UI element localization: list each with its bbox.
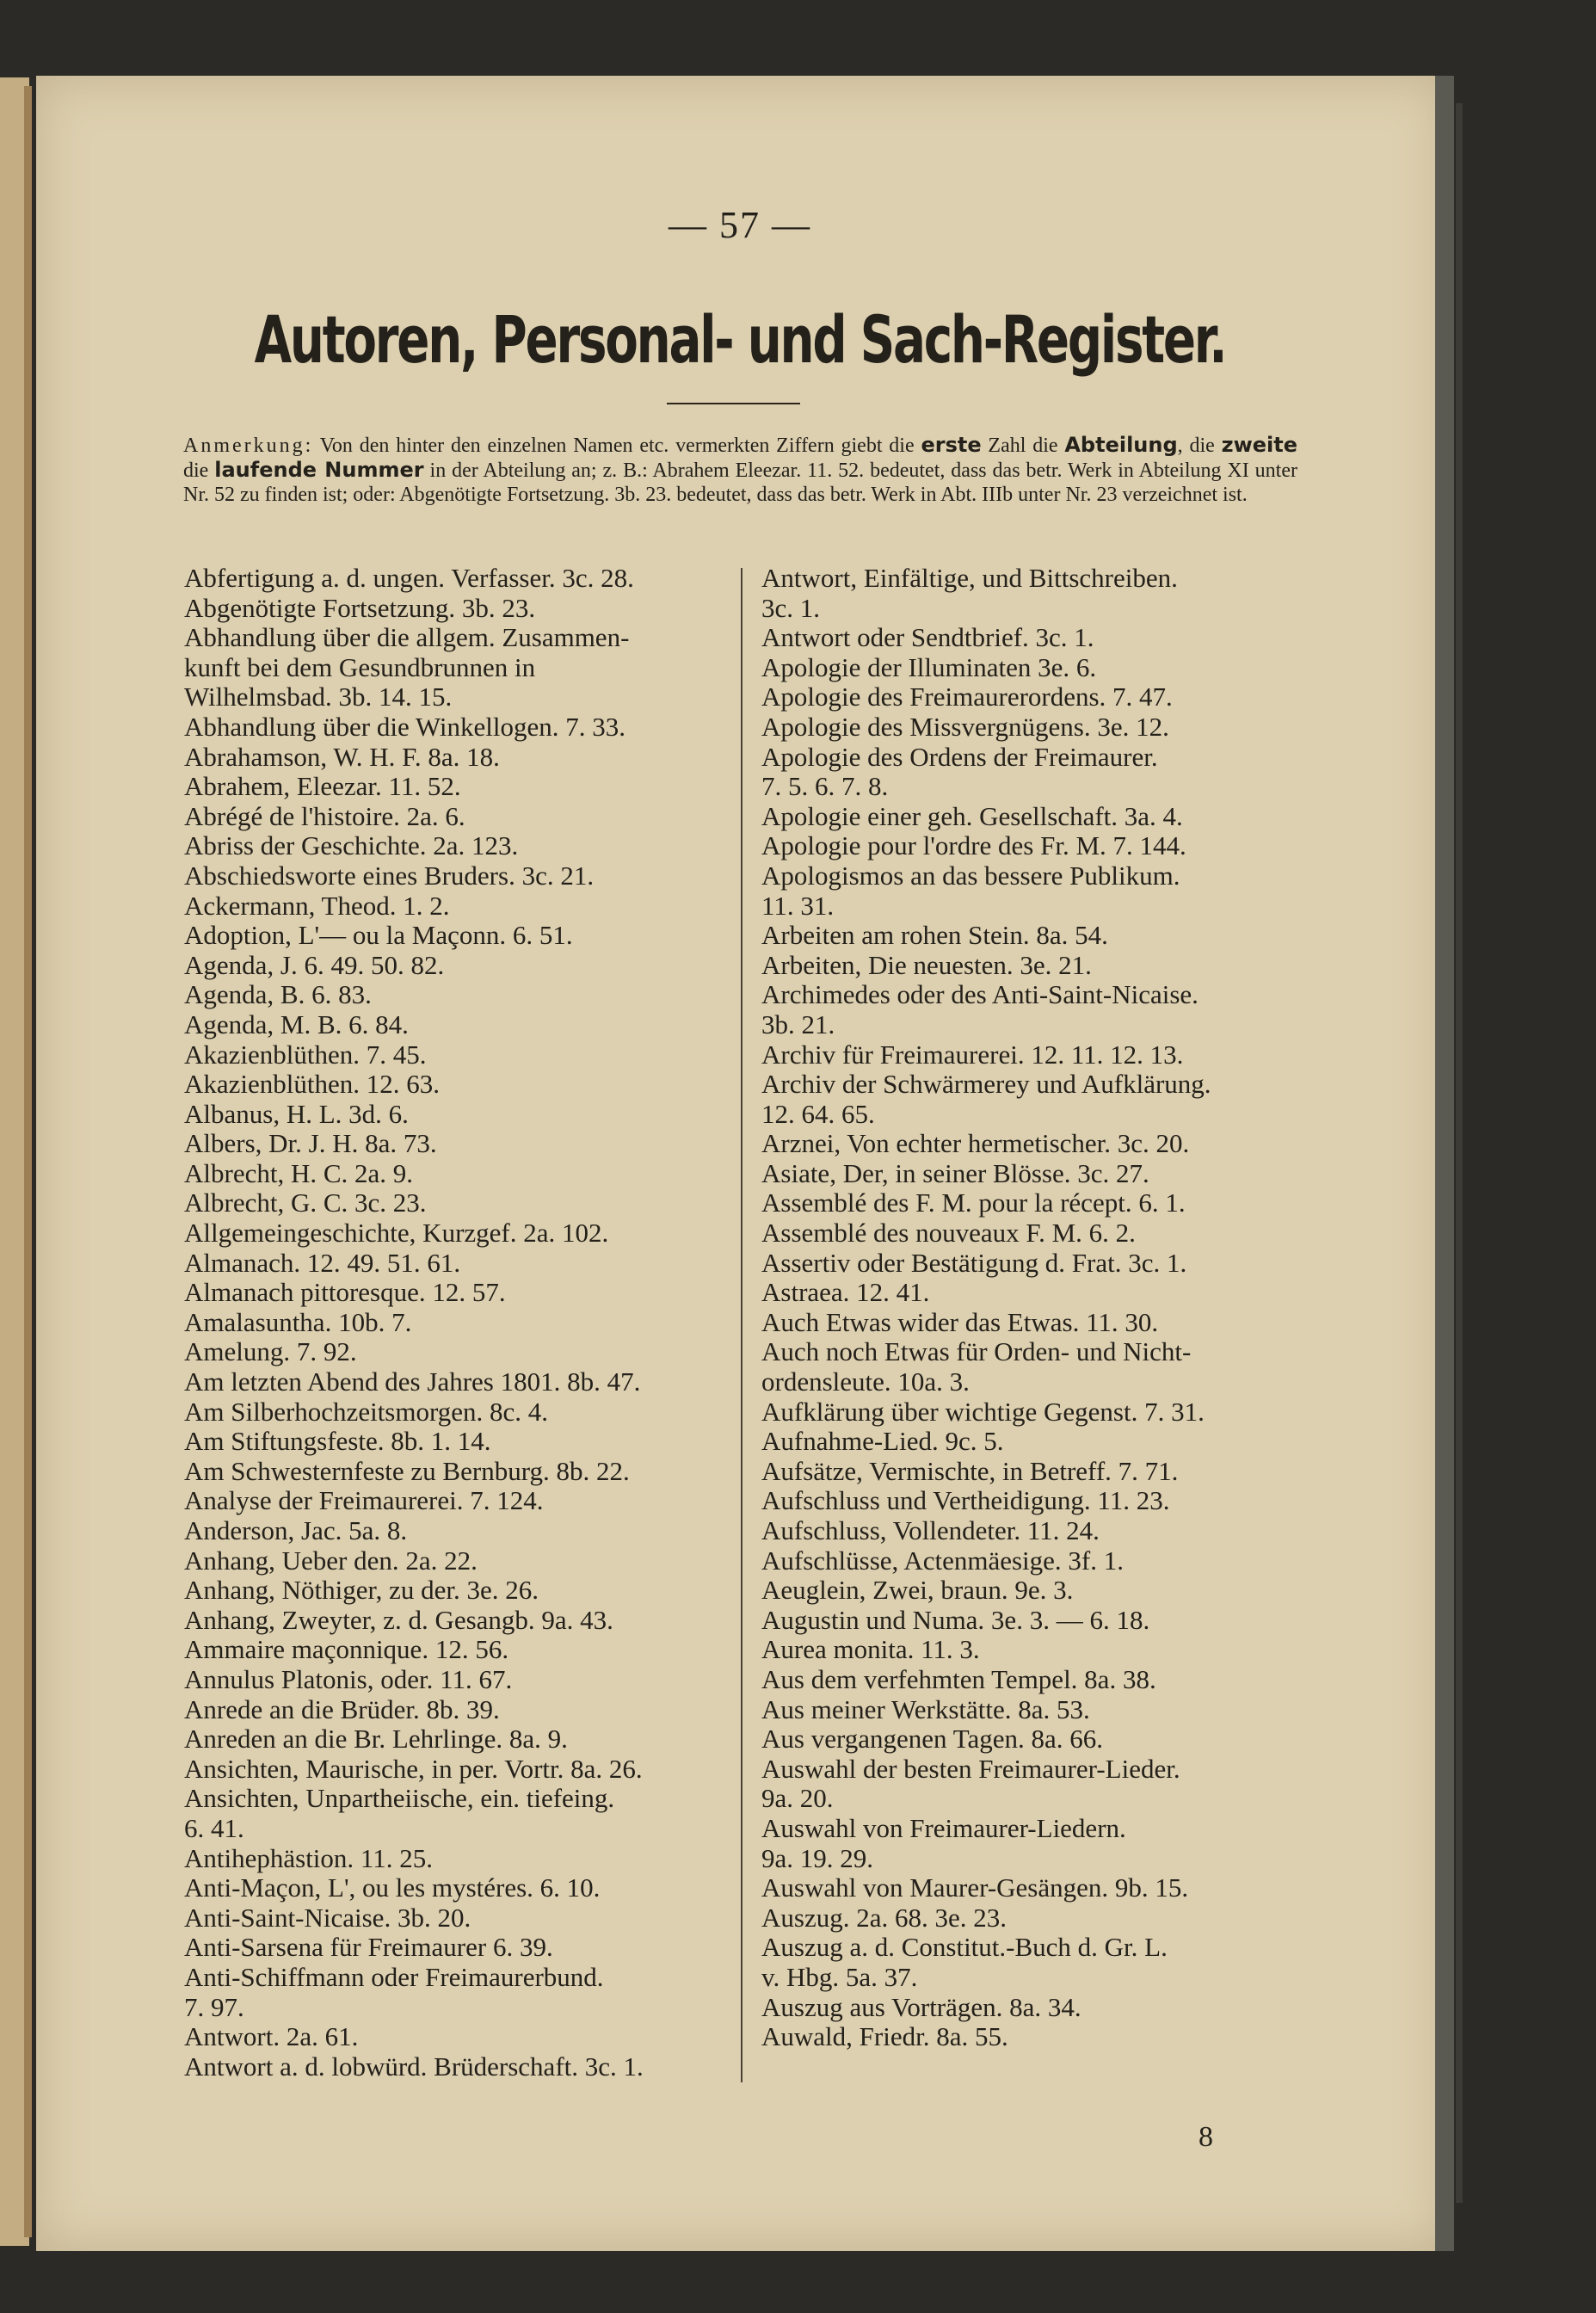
index-entry-text: Apologie der Illuminaten 3e. 6. xyxy=(761,651,1097,682)
index-entry xyxy=(184,831,721,861)
index-entry xyxy=(184,1218,721,1249)
index-entry-text: Apologie des Freimaurerordens. 7. 47. xyxy=(761,682,1173,712)
index-column-right xyxy=(761,564,1299,2052)
index-entry-text: Albers, Dr. J. H. 8a. 73. xyxy=(184,1128,437,1159)
index-entry-text: Ammaire maçonnique. 12. 56. xyxy=(184,1634,509,1665)
index-entry xyxy=(184,1427,721,1457)
index-entry-text: Aufnahme-Lied. 9c. 5. xyxy=(761,1426,1004,1457)
index-entry xyxy=(184,1665,721,1695)
index-entry xyxy=(761,861,1299,921)
index-entry-text: Aufklärung über wichtige Gegenst. 7. 31. xyxy=(761,1396,1205,1427)
index-entry xyxy=(184,951,721,981)
index-entry xyxy=(184,1933,721,1963)
index-entry xyxy=(184,1308,721,1338)
index-entry xyxy=(184,1249,721,1279)
index-column-left xyxy=(184,564,721,2082)
index-entry xyxy=(761,564,1299,623)
index-entry xyxy=(184,743,721,773)
index-entry xyxy=(761,1635,1299,1665)
index-entry-continuation: 6. 41. xyxy=(184,1812,244,1843)
index-entry xyxy=(184,802,721,832)
index-entry xyxy=(184,1129,721,1159)
index-entry xyxy=(184,921,721,951)
index-entry-text: Asiate, Der, in seiner Blösse. 3c. 27. xyxy=(761,1157,1149,1188)
index-entry-continuation: 7. 5. 6. 7. 8. xyxy=(761,771,889,802)
index-entry-text: Aus meiner Werkstätte. 8a. 53. xyxy=(761,1693,1090,1724)
index-entry xyxy=(761,1337,1299,1397)
index-entry-continuation: 9a. 20. xyxy=(761,1783,834,1814)
index-entry-continuation: kunft bei dem Gesundbrunnen in xyxy=(184,651,536,682)
index-entry xyxy=(184,1457,721,1487)
index-entry xyxy=(184,861,721,891)
index-entry xyxy=(761,1755,1299,1814)
index-entry xyxy=(761,1695,1299,1725)
note-text: in der Abteilung an; z. B.: Abrahem Eleezar. 11. 52. bedeutet, dass das betr. Werk in Abteilung XI unter Nr. 52 zu finden ist; oder: Abgenötigte Fortsetzung. 3b. 23. bedeutet, dass das betr. Werk in Abt. IIIb unter Nr. 23 verzeichnet ist. xyxy=(183,460,1297,506)
index-entry xyxy=(761,623,1299,653)
index-entry xyxy=(761,1873,1299,1903)
index-entry-text: Abrégé de l'histoire. 2a. 6. xyxy=(184,800,465,831)
index-entry xyxy=(761,1814,1299,1873)
index-entry xyxy=(184,1337,721,1367)
index-entry-continuation: 11. 31. xyxy=(761,890,835,921)
index-entry-continuation: ordensleute. 10a. 3. xyxy=(761,1366,970,1397)
index-entry xyxy=(184,1695,721,1725)
index-entry-text: Antihephästion. 11. 25. xyxy=(184,1842,434,1873)
index-entry xyxy=(761,951,1299,981)
index-entry-text: Analyse der Freimaurerei. 7. 124. xyxy=(184,1485,544,1516)
index-entry-text: Am Schwesternfeste zu Bernburg. 8b. 22. xyxy=(184,1455,630,1486)
note-emphasis: zweite xyxy=(1221,433,1298,457)
index-entry-text: Akazienblüthen. 12. 63. xyxy=(184,1069,441,1100)
title-rule xyxy=(667,403,800,404)
index-entry-text: Apologie einer geh. Gesellschaft. 3a. 4. xyxy=(761,800,1183,831)
note-text: Zahl die xyxy=(981,435,1065,457)
index-entry-text: Almanach. 12. 49. 51. 61. xyxy=(184,1247,461,1278)
index-entry-text: Abhandlung über die allgem. Zusammen- xyxy=(184,622,630,653)
index-entry-text: Arbeiten am rohen Stein. 8a. 54. xyxy=(761,920,1108,951)
index-entry-text: Akazienblüthen. 7. 45. xyxy=(184,1039,427,1070)
index-entry xyxy=(184,1278,721,1308)
index-entry xyxy=(184,712,721,743)
index-entry xyxy=(761,980,1299,1039)
index-entry-continuation: 7. 97. xyxy=(184,1991,244,2022)
index-entry xyxy=(761,1188,1299,1218)
index-entry-text: Auszug. 2a. 68. 3e. 23. xyxy=(761,1902,1007,1933)
index-entry xyxy=(761,921,1299,951)
index-entry-text: Anti-Schiffmann oder Freimaurerbund. xyxy=(184,1961,604,1992)
index-entry-continuation: 9a. 19. 29. xyxy=(761,1842,874,1873)
index-entry-text: Agenda, M. B. 6. 84. xyxy=(184,1008,409,1039)
index-entry xyxy=(761,1457,1299,1487)
index-entry-text: Aufschluss, Vollendeter. 11. 24. xyxy=(761,1515,1100,1545)
index-entry-text: Archiv der Schwärmerey und Aufklärung. xyxy=(761,1069,1211,1100)
index-entry-text: Albrecht, H. C. 2a. 9. xyxy=(184,1157,414,1188)
index-entry xyxy=(761,1159,1299,1189)
index-entry-text: Assertiv oder Bestätigung d. Frat. 3c. 1. xyxy=(761,1247,1187,1278)
index-entry-text: Anhang, Zweyter, z. d. Gesangb. 9a. 43. xyxy=(184,1604,613,1635)
index-entry xyxy=(184,1873,721,1903)
column-divider xyxy=(741,568,743,2082)
index-entry-text: Anti-Maçon, L', ou les mystéres. 6. 10. xyxy=(184,1872,601,1903)
index-entry xyxy=(761,1308,1299,1338)
index-entry-text: Annulus Platonis, oder. 11. 67. xyxy=(184,1663,513,1694)
index-entry xyxy=(761,1903,1299,1934)
index-entry-text: Antwort a. d. lobwürd. Brüderschaft. 3c. 1. xyxy=(184,2051,644,2082)
index-entry xyxy=(761,1218,1299,1249)
index-entry xyxy=(184,1486,721,1516)
index-entry xyxy=(184,1040,721,1070)
index-entry xyxy=(184,1397,721,1428)
index-entry-text: Augustin und Numa. 3e. 3. — 6. 18. xyxy=(761,1604,1150,1635)
index-entry xyxy=(761,743,1299,802)
index-entry xyxy=(184,1606,721,1636)
index-entry-text: Almanach pittoresque. 12. 57. xyxy=(184,1277,506,1308)
index-entry-text: Apologie pour l'ordre des Fr. M. 7. 144. xyxy=(761,830,1186,861)
index-entry-text: Ansichten, Unpartheiische, ein. tiefeing. xyxy=(184,1783,615,1814)
index-entry xyxy=(184,1576,721,1606)
index-entry xyxy=(184,980,721,1010)
index-entry xyxy=(761,1278,1299,1308)
index-entry xyxy=(184,1903,721,1934)
index-entry xyxy=(761,1516,1299,1546)
index-entry xyxy=(761,1397,1299,1428)
index-entry-text: Auswahl von Maurer-Gesängen. 9b. 15. xyxy=(761,1872,1189,1903)
index-entry-text: Allgemeingeschichte, Kurzgef. 2a. 102. xyxy=(184,1218,609,1249)
index-entry-text: Auszug aus Vorträgen. 8a. 34. xyxy=(761,1991,1081,2022)
index-entry-text: Abgenötigte Fortsetzung. 3b. 23. xyxy=(184,592,536,623)
index-entry-text: Albanus, H. L. 3d. 6. xyxy=(184,1098,409,1129)
index-entry-text: Abriss der Geschichte. 2a. 123. xyxy=(184,830,519,861)
index-entry-text: Anhang, Ueber den. 2a. 22. xyxy=(184,1545,478,1576)
index-entry xyxy=(184,1963,721,2022)
note-text: Von den hinter den einzelnen Namen etc. vermerkten Ziffern giebt die xyxy=(313,435,921,457)
page-title: Autoren, Personal- und Sach-Register. xyxy=(254,301,1226,378)
index-entry xyxy=(184,1844,721,1874)
index-entry xyxy=(761,682,1299,712)
index-entry-text: Ackermann, Theod. 1. 2. xyxy=(184,890,450,921)
index-entry-text: Anti-Sarsena für Freimaurer 6. 39. xyxy=(184,1932,553,1963)
index-entry-continuation: 3b. 21. xyxy=(761,1008,835,1039)
index-entry xyxy=(184,564,721,594)
index-entry-text: Ansichten, Maurische, in per. Vortr. 8a. 26. xyxy=(184,1753,643,1784)
index-entry-text: Anreden an die Br. Lehrlinge. 8a. 9. xyxy=(184,1724,568,1755)
index-entry-text: Arznei, Von echter hermetischer. 3c. 20. xyxy=(761,1128,1190,1159)
index-entry-text: Auszug a. d. Constitut.-Buch d. Gr. L. xyxy=(761,1932,1168,1963)
index-entry-text: Apologie des Ordens der Freimaurer. xyxy=(761,741,1158,772)
index-entry xyxy=(184,891,721,922)
index-entry-text: Assemblé des nouveaux F. M. 6. 2. xyxy=(761,1218,1136,1249)
index-entry xyxy=(184,1546,721,1576)
index-entry xyxy=(184,2022,721,2052)
index-entry-text: Amelung. 7. 92. xyxy=(184,1336,357,1367)
index-entry-text: Antwort oder Sendtbrief. 3c. 1. xyxy=(761,622,1094,653)
page-number: — 57 — xyxy=(669,204,811,246)
index-entry-text: Aufschluss und Vertheidigung. 11. 23. xyxy=(761,1485,1170,1516)
note-emphasis: Abteilung xyxy=(1064,433,1178,457)
index-entry-text: Adoption, L'— ou la Maçonn. 6. 51. xyxy=(184,920,573,951)
index-entry xyxy=(184,1367,721,1397)
index-entry-continuation: 12. 64. 65. xyxy=(761,1098,875,1129)
index-entry xyxy=(761,1129,1299,1159)
index-entry xyxy=(184,1100,721,1130)
index-entry-text: Agenda, J. 6. 49. 50. 82. xyxy=(184,949,445,980)
index-entry xyxy=(184,1635,721,1665)
index-entry-continuation: 3c. 1. xyxy=(761,592,821,623)
note-emphasis: erste xyxy=(921,433,982,457)
index-entry-text: Aus vergangenen Tagen. 8a. 66. xyxy=(761,1724,1103,1755)
index-entry xyxy=(184,1159,721,1189)
index-entry xyxy=(761,1724,1299,1755)
index-entry-text: Antwort, Einfältige, und Bittschreiben. xyxy=(761,563,1178,593)
index-entry-text: Aurea monita. 11. 3. xyxy=(761,1634,980,1665)
index-entry-text: Am Silberhochzeitsmorgen. 8c. 4. xyxy=(184,1396,549,1427)
index-entry-text: Arbeiten, Die neuesten. 3e. 21. xyxy=(761,949,1092,980)
note-emphasis: laufende Nummer xyxy=(214,458,424,482)
index-entry-text: Archimedes oder des Anti-Saint-Nicaise. xyxy=(761,979,1199,1010)
index-entry-text: Astraea. 12. 41. xyxy=(761,1277,930,1308)
note-text: , die xyxy=(1177,435,1222,457)
index-entry xyxy=(761,1040,1299,1070)
index-entry xyxy=(761,831,1299,861)
index-entry xyxy=(761,2022,1299,2052)
index-entry xyxy=(761,1249,1299,1279)
signature-mark: 8 xyxy=(1199,2121,1213,2153)
book-binding-strip xyxy=(1456,103,1463,2203)
index-entry-text: Archiv für Freimaurerei. 12. 11. 12. 13. xyxy=(761,1039,1184,1070)
index-entry-text: Abfertigung a. d. ungen. Verfasser. 3c. 28. xyxy=(184,563,634,593)
index-entry xyxy=(761,653,1299,683)
index-entry xyxy=(761,1486,1299,1516)
index-entry xyxy=(184,1784,721,1843)
note-text: die xyxy=(183,460,215,482)
index-entry-text: Auch noch Etwas für Orden- und Nicht- xyxy=(761,1336,1192,1367)
index-entry-text: Apologismos an das bessere Publikum. xyxy=(761,860,1180,891)
index-entry-text: Abrahem, Eleezar. 11. 52. xyxy=(184,771,461,802)
index-entry-continuation: v. Hbg. 5a. 37. xyxy=(761,1961,918,1992)
index-entry xyxy=(184,2052,721,2082)
index-entry-text: Aus dem verfehmten Tempel. 8a. 38. xyxy=(761,1663,1156,1694)
index-entry xyxy=(184,772,721,802)
index-entry xyxy=(761,1427,1299,1457)
index-entry-text: Amalasuntha. 10b. 7. xyxy=(184,1306,412,1337)
index-entry-text: Anrede an die Brüder. 8b. 39. xyxy=(184,1693,500,1724)
index-entry-text: Auch Etwas wider das Etwas. 11. 30. xyxy=(761,1306,1159,1337)
index-entry xyxy=(184,1724,721,1755)
index-entry-text: Antwort. 2a. 61. xyxy=(184,2021,359,2052)
index-entry-text: Auswahl der besten Freimaurer-Lieder. xyxy=(761,1753,1180,1784)
index-entry-text: Agenda, B. 6. 83. xyxy=(184,979,372,1010)
index-entry xyxy=(761,1576,1299,1606)
index-entry-text: Anderson, Jac. 5a. 8. xyxy=(184,1515,408,1545)
index-entry-text: Anhang, Nöthiger, zu der. 3e. 26. xyxy=(184,1575,539,1606)
index-entry-text: Abrahamson, W. H. F. 8a. 18. xyxy=(184,741,500,772)
book-cover-edge xyxy=(1435,76,1454,2251)
index-entry xyxy=(761,1933,1299,1992)
index-entry xyxy=(184,1188,721,1218)
index-entry xyxy=(184,1755,721,1785)
index-entry-text: Assemblé des F. M. pour la récept. 6. 1. xyxy=(761,1187,1186,1218)
index-entry xyxy=(184,1070,721,1100)
index-entry xyxy=(184,1010,721,1040)
index-entry xyxy=(184,594,721,624)
note-label: Anmerkung: xyxy=(183,435,314,457)
index-entry xyxy=(761,1546,1299,1576)
previous-page-shadow xyxy=(24,86,32,2237)
index-entry-text: Aeuglein, Zwei, braun. 9e. 3. xyxy=(761,1575,1074,1606)
annotation-note xyxy=(183,433,1297,507)
index-entry-text: Abhandlung über die Winkellogen. 7. 33. xyxy=(184,711,626,742)
index-entry xyxy=(761,1993,1299,2023)
index-entry xyxy=(761,712,1299,743)
index-entry xyxy=(184,623,721,712)
index-entry xyxy=(761,802,1299,832)
index-entry-text: Apologie des Missvergnügens. 3e. 12. xyxy=(761,711,1169,742)
index-entry-text: Anti-Saint-Nicaise. 3b. 20. xyxy=(184,1902,471,1933)
index-entry xyxy=(761,1665,1299,1695)
index-entry xyxy=(761,1070,1299,1129)
index-entry-text: Albrecht, G. C. 3c. 23. xyxy=(184,1187,427,1218)
index-entry-text: Auswahl von Freimaurer-Liedern. xyxy=(761,1812,1126,1843)
index-entry-text: Am Stiftungsfeste. 8b. 1. 14. xyxy=(184,1426,491,1457)
index-entry-text: Am letzten Abend des Jahres 1801. 8b. 47. xyxy=(184,1366,641,1397)
index-entry xyxy=(761,1606,1299,1636)
index-entry-text: Abschiedsworte eines Bruders. 3c. 21. xyxy=(184,860,595,891)
index-entry-text: Aufschlüsse, Actenmäesige. 3f. 1. xyxy=(761,1545,1124,1576)
index-entry-continuation: Wilhelmsbad. 3b. 14. 15. xyxy=(184,682,453,712)
index-entry-text: Auwald, Friedr. 8a. 55. xyxy=(761,2021,1008,2052)
index-entry-text: Aufsätze, Vermischte, in Betreff. 7. 71. xyxy=(761,1455,1179,1486)
index-entry xyxy=(184,1516,721,1546)
